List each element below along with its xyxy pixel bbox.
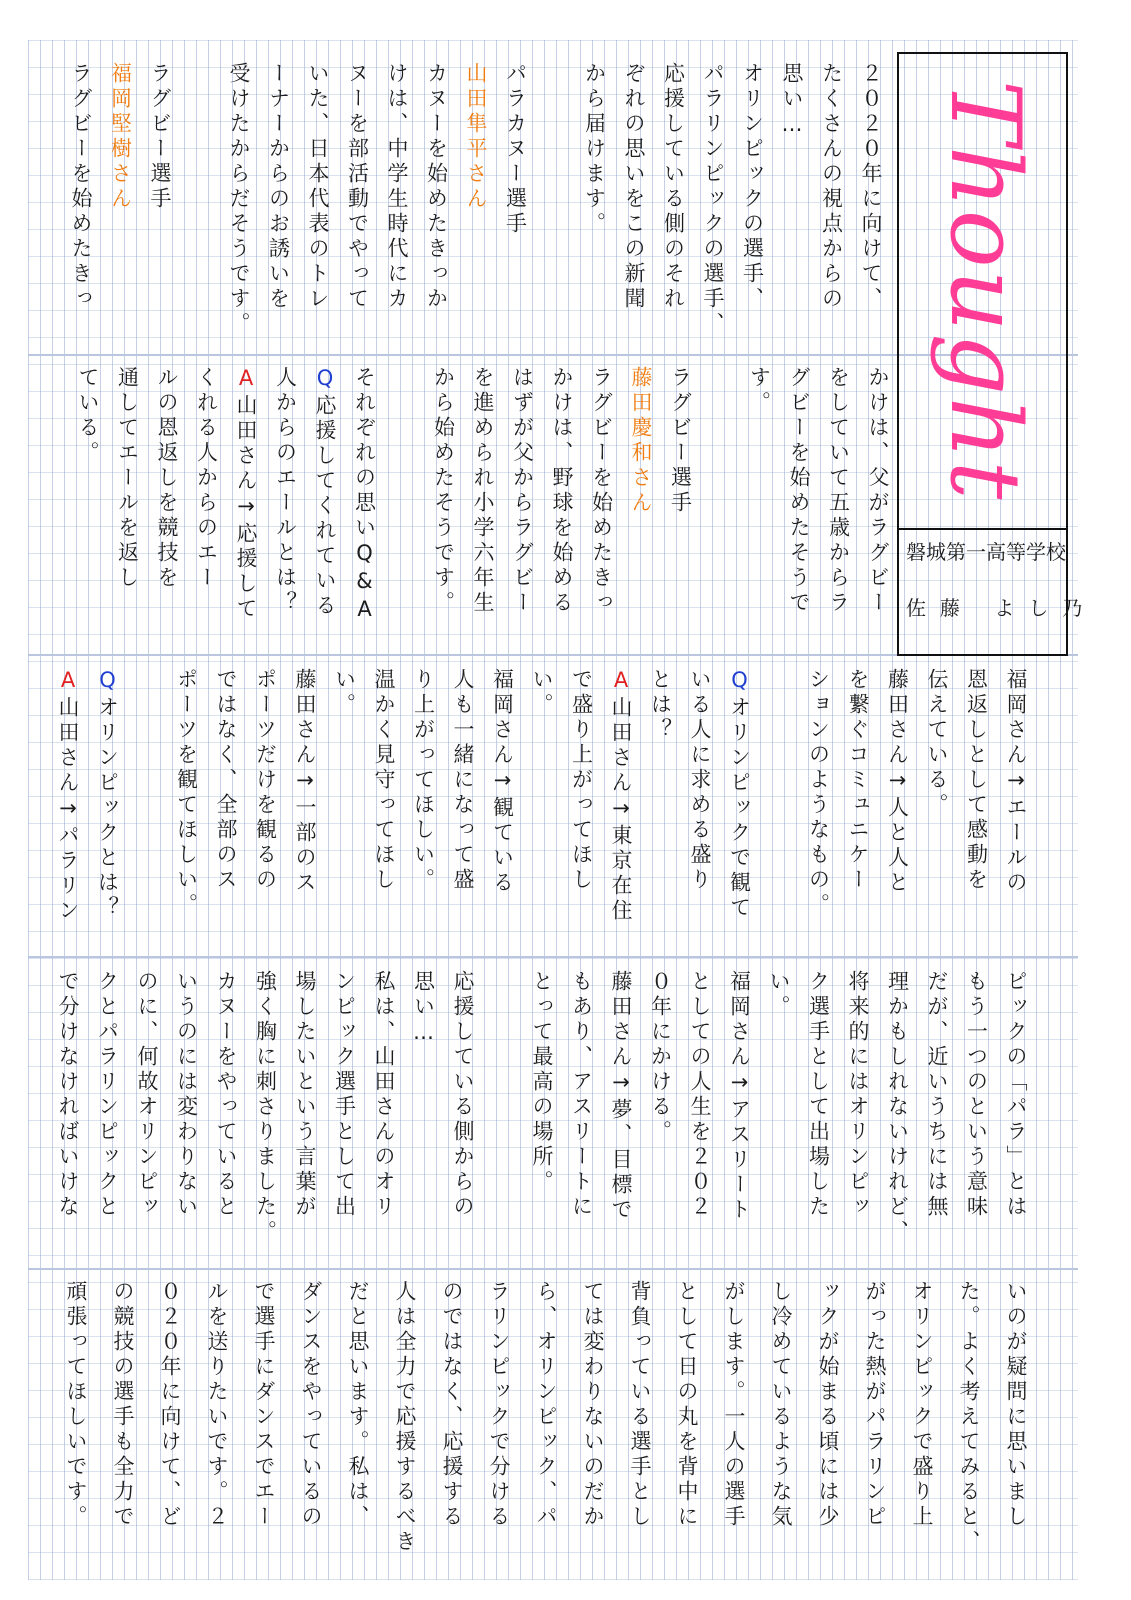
text-column: 思い… bbox=[411, 970, 436, 1048]
title-box-divider bbox=[897, 528, 1068, 530]
text-column: カヌーを始めたきっか bbox=[424, 62, 449, 312]
text-column: で分けなければいけな bbox=[56, 970, 80, 1220]
text-column: し冷めているような気 bbox=[769, 1280, 793, 1530]
text-column: オリンピックで盛り上 bbox=[910, 1280, 934, 1530]
text-column: ラリンピックで分ける bbox=[487, 1280, 511, 1530]
text-column: がった熱がパラリンピ bbox=[863, 1280, 887, 1530]
text-column: ては変わりないのだか bbox=[581, 1280, 605, 1530]
text-column: 強く胸に刺さりました。 bbox=[253, 970, 278, 1245]
text-column: もあり、アスリートに bbox=[569, 970, 594, 1220]
text-column: だと思います。私は、 bbox=[346, 1280, 370, 1530]
band-divider bbox=[28, 1268, 1078, 1270]
text-column: ラグビー選手 bbox=[148, 62, 172, 212]
text-column: 人も一緒になって盛 bbox=[451, 668, 475, 893]
text-column: ク選手として出場した bbox=[806, 970, 831, 1220]
text-column: 受けたからだそうです。 bbox=[227, 62, 251, 337]
text-column: のではなく、応援する bbox=[440, 1280, 464, 1530]
text-column: 場したいという言葉が bbox=[293, 970, 317, 1220]
text-column: ている。 bbox=[76, 366, 100, 466]
text-column: 頑張ってほしいです。 bbox=[64, 1280, 88, 1530]
text-column: ラグビーを始めたきっ bbox=[69, 62, 93, 312]
text-column: カヌーをやっていると bbox=[214, 970, 238, 1220]
newspaper-title: Thought bbox=[929, 80, 1041, 502]
text-column: いうのには変わりない bbox=[174, 970, 199, 1220]
text-column: ぞれの思いをこの新聞 bbox=[622, 62, 646, 312]
text-column: ポーツだけを観るの bbox=[253, 668, 278, 893]
text-column: 私は、山田さんのオリ bbox=[372, 970, 396, 1220]
text-column: ラグビー選手 bbox=[668, 366, 693, 516]
text-column: とって最高の場所。 bbox=[530, 970, 554, 1195]
text-column: がします。一人の選手 bbox=[722, 1280, 746, 1530]
text-column: 将来的にはオリンピッ bbox=[846, 970, 870, 1220]
column-text: オリンピックで観て bbox=[727, 696, 752, 921]
text-column bbox=[605, 668, 637, 924]
column-text: 山田さん→東京在住 bbox=[609, 696, 633, 924]
text-column: パラリンピックの選手、 bbox=[701, 62, 725, 337]
text-column: り上がってほしい。 bbox=[411, 668, 436, 893]
text-column: 恩返しとして感動を bbox=[964, 668, 989, 893]
text-column: から始めたそうです。 bbox=[431, 366, 456, 616]
text-column: オリンピックの選手、 bbox=[740, 62, 765, 312]
text-column: それぞれの思いQ&A bbox=[352, 366, 377, 625]
question-marker: Q bbox=[95, 668, 120, 696]
text-column: ２０２０年に向けて、 bbox=[859, 62, 883, 312]
text-column: で盛り上がってほし bbox=[569, 668, 594, 893]
text-column: 福岡さん→アスリート bbox=[727, 970, 752, 1223]
text-column: ションのようなもの。 bbox=[806, 668, 831, 918]
text-column: 藤田さん→一部のス bbox=[293, 668, 317, 896]
text-column: として日の丸を背中に bbox=[675, 1280, 699, 1530]
author-name: 佐藤 よし乃 bbox=[906, 596, 1097, 620]
text-column: を繋ぐコミュニケー bbox=[846, 668, 870, 893]
text-column: かけは、父がラグビー bbox=[866, 366, 890, 616]
text-column: す。 bbox=[747, 366, 772, 416]
text-column: 福岡さん→エールの bbox=[1004, 668, 1028, 896]
text-column: だが、近いうちには無 bbox=[925, 970, 949, 1220]
text-column: 応援している側からの bbox=[451, 970, 475, 1220]
text-column: 人は全力で応援するべき bbox=[393, 1280, 417, 1555]
text-column: くれる人からのエー bbox=[194, 366, 219, 591]
text-column bbox=[724, 668, 756, 921]
text-column: いた、日本代表のトレ bbox=[306, 62, 330, 312]
text-column: 温かく見守ってほし bbox=[372, 668, 396, 893]
text-column: もう一つのという意味 bbox=[964, 970, 989, 1220]
text-column: かけは、野球を始める bbox=[550, 366, 574, 616]
text-column: いる人に求める盛り bbox=[688, 668, 712, 893]
text-column: ルを送りたいです。２ bbox=[205, 1280, 229, 1530]
text-column: ダンスをやっているの bbox=[299, 1280, 323, 1530]
text-column: ラグビーを始めたきっ bbox=[589, 366, 614, 616]
text-column: ポーツを観てほしい。 bbox=[174, 668, 199, 918]
text-column: ーナーからのお誘いを bbox=[266, 62, 291, 312]
text-column bbox=[309, 366, 341, 619]
text-column: とは？ bbox=[648, 668, 673, 743]
text-column: い。 bbox=[332, 668, 357, 718]
text-column: ピックの「パラ」とは bbox=[1004, 970, 1028, 1220]
school-name: 磐城第一高等学校 bbox=[906, 540, 1066, 564]
text-column: 福岡さん→観ている bbox=[490, 668, 515, 896]
text-column: い。 bbox=[767, 970, 791, 1020]
text-column: ０年にかける。 bbox=[648, 970, 673, 1145]
text-column: パラカヌー選手 bbox=[503, 62, 528, 237]
text-column: 思い… bbox=[780, 62, 804, 140]
text-column: 伝えている。 bbox=[925, 668, 949, 818]
text-column: 応援している側のそれ bbox=[661, 62, 686, 312]
text-column: 山田隼平さん bbox=[464, 62, 488, 212]
text-column: はずが父からラグビー bbox=[510, 366, 535, 616]
text-column: ら、オリンピック、パ bbox=[534, 1280, 558, 1530]
text-column: ０２０年に向けて、ど bbox=[158, 1280, 182, 1530]
text-column: グビーを始めたそうで bbox=[787, 366, 811, 616]
text-column: ではなく、全部のス bbox=[214, 668, 238, 893]
text-column: 人からのエールとは？ bbox=[273, 366, 298, 616]
text-column: のに、何故オリンピッ bbox=[135, 970, 159, 1220]
text-column: い。 bbox=[530, 668, 554, 718]
text-column: から届けます。 bbox=[582, 62, 607, 237]
column-text: 山田さん→パラリン bbox=[56, 696, 80, 924]
text-column: 通してエールを返し bbox=[115, 366, 140, 591]
text-column bbox=[230, 366, 262, 622]
question-marker: Q bbox=[313, 366, 337, 394]
text-column: ヌーを部活動でやって bbox=[345, 62, 370, 312]
text-column: いのが疑問に思いまし bbox=[1004, 1280, 1028, 1530]
text-column: の競技の選手も全力で bbox=[111, 1280, 135, 1530]
text-column bbox=[52, 668, 84, 924]
column-text: 応援してくれている bbox=[313, 394, 337, 619]
text-column: 福岡堅樹さん bbox=[108, 62, 133, 212]
text-column: 背負っている選手とし bbox=[628, 1280, 652, 1530]
text-column: を進められ小学六年生 bbox=[471, 366, 495, 616]
text-column: ックが始まる頃には少 bbox=[816, 1280, 840, 1530]
answer-marker: A bbox=[234, 366, 258, 394]
text-column: けは、中学生時代にカ bbox=[385, 62, 409, 312]
text-column: としての人生を２０２ bbox=[688, 970, 712, 1220]
column-text: 山田さん→応援して bbox=[234, 394, 258, 622]
text-column: ルの恩返しを競技を bbox=[155, 366, 179, 591]
text-column: ンピック選手として出 bbox=[332, 970, 357, 1220]
text-column: たくさんの視点からの bbox=[819, 62, 844, 312]
answer-marker: A bbox=[609, 668, 633, 696]
text-column: をしていて五歳からラ bbox=[826, 366, 851, 616]
text-column: クとパラリンピックと bbox=[95, 970, 120, 1220]
text-column bbox=[92, 668, 124, 921]
band-divider bbox=[28, 956, 1078, 958]
text-column: 藤田さん→夢、目標で bbox=[609, 970, 633, 1223]
question-marker: Q bbox=[727, 668, 752, 696]
text-column: で選手にダンスでエー bbox=[252, 1280, 276, 1530]
text-column: 理かもしれないけれど、 bbox=[885, 970, 910, 1245]
answer-marker: A bbox=[56, 668, 80, 696]
column-text: オリンピックとは？ bbox=[95, 696, 120, 921]
text-column: た。よく考えてみると、 bbox=[957, 1280, 981, 1555]
text-column: 藤田さん→人と人と bbox=[885, 668, 910, 896]
text-column: 藤田慶和さん bbox=[629, 366, 653, 516]
